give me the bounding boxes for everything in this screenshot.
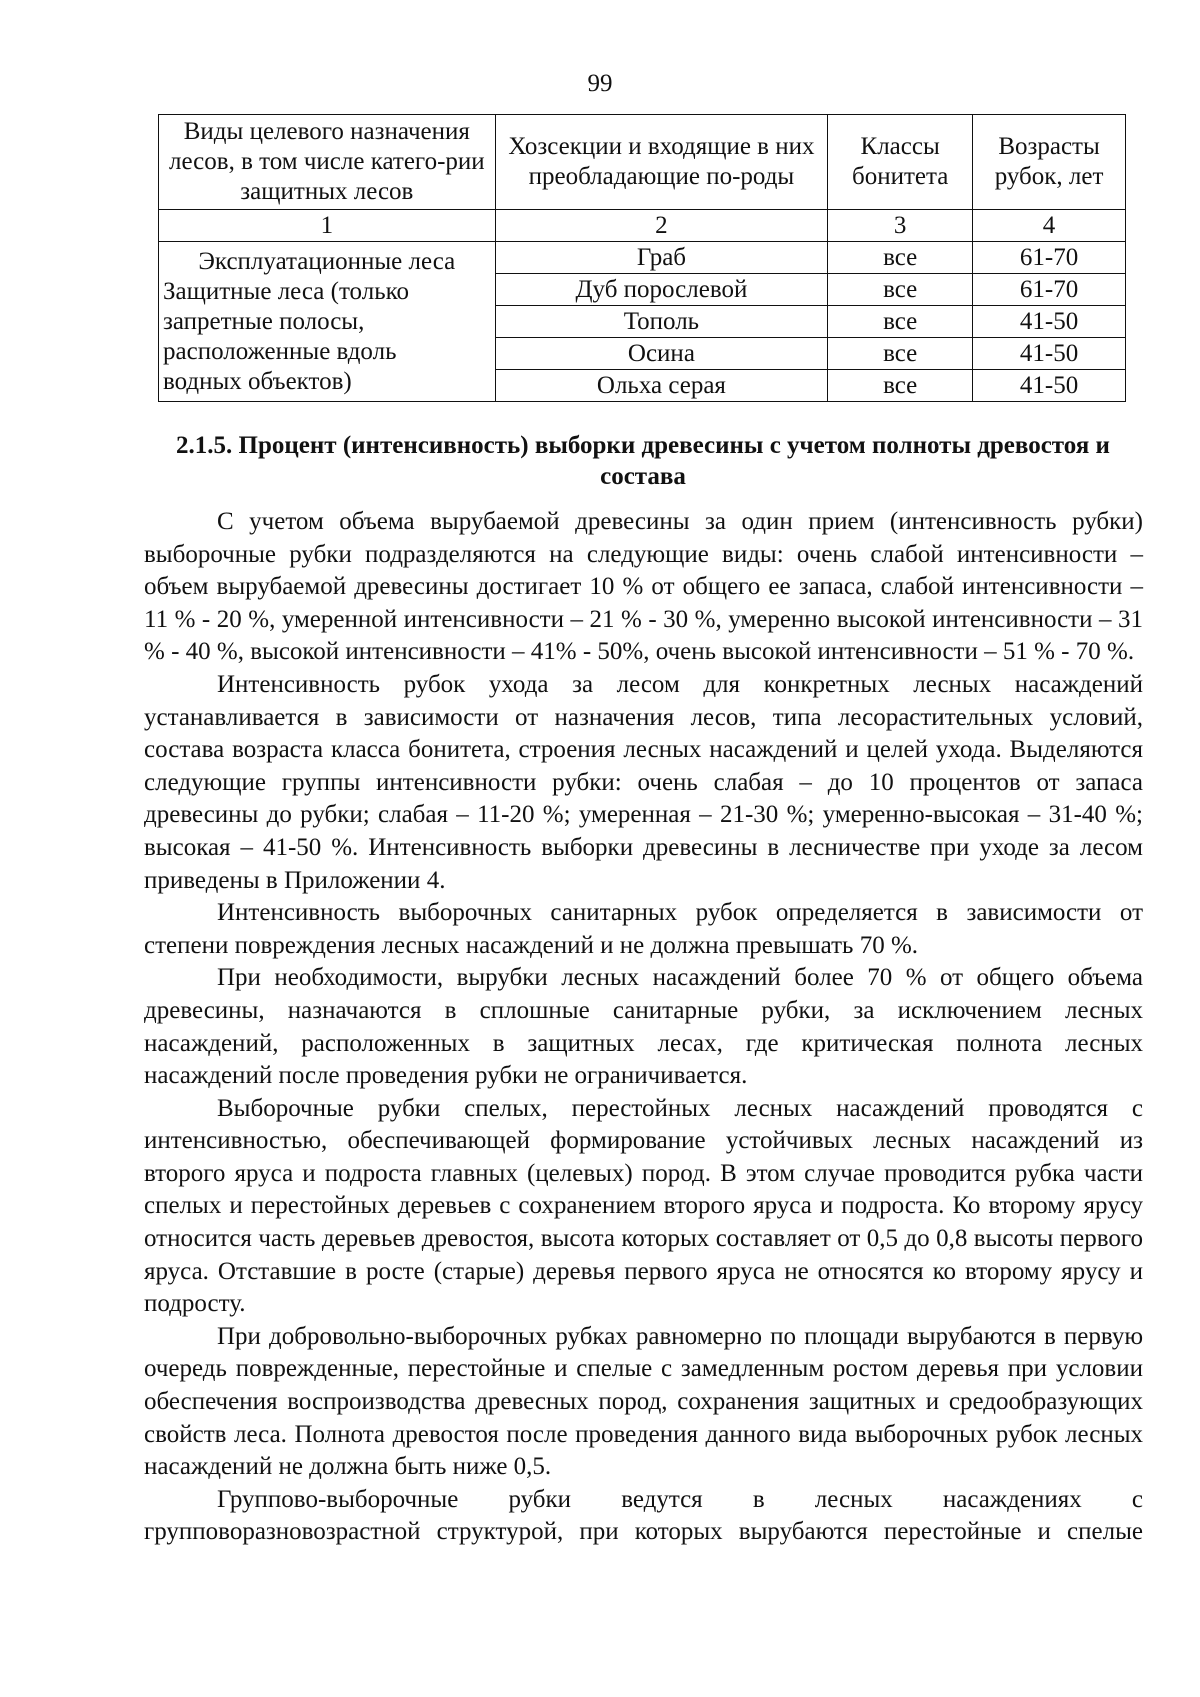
header-species-sections: Хозсекции и входящие в них преобладающие по-роды xyxy=(495,115,828,210)
header-cutting-ages: Возрасты рубок, лет xyxy=(973,115,1126,210)
header-forest-purpose: Виды целевого назначения лесов, в том числе катего-рии защитных лесов xyxy=(159,115,496,210)
age-cell: 61-70 xyxy=(973,242,1126,274)
bonitet-cell: все xyxy=(828,274,973,306)
table-header-row xyxy=(159,115,1126,210)
species-cell: Тополь xyxy=(495,306,828,338)
body-text xyxy=(144,506,1143,1549)
species-cell: Осина xyxy=(495,338,828,370)
column-number: 2 xyxy=(495,210,828,242)
species-cell: Граб xyxy=(495,242,828,274)
category-line: водных объектов) xyxy=(163,367,352,395)
paragraph: При добровольно-выборочных рубках равномерно по площади вырубаются в первую очередь поврежденные, перестойные и спелые с замедленным ростом деревья при условии обеспечения воспроизводства древесных пород, сохранения защитных и средообразующих свойств леса. Полнота древостоя после проведения данного вида выборочных рубок лесных насаждений не должна быть ниже 0,5. xyxy=(144,1322,1143,1481)
column-number: 4 xyxy=(973,210,1126,242)
paragraph: Выборочные рубки спелых, перестойных лесных насаждений проводятся с интенсивностью, обеспечивающей формирование устойчивых лесных насаждений из второго яруса и подроста главных (целевых) пород. В этом случае проводится рубка части спелых и перестойных деревьев с сохранением второго яруса и подроста. Ко второму ярусу относится часть деревьев древостоя, высота которых составляет от 0,5 до 0,8 высоты первого яруса. Отставшие в росте (старые) деревья первого яруса не относятся ко второму ярусу и подросту. xyxy=(144,1094,1143,1318)
bonitet-cell: все xyxy=(828,370,973,402)
column-number: 3 xyxy=(828,210,973,242)
age-cell: 41-50 xyxy=(973,370,1126,402)
category-line: Защитные леса (только xyxy=(163,277,409,305)
column-number-row xyxy=(159,210,1126,242)
paragraph: Интенсивность рубок ухода за лесом для конкретных лесных насаждений устанавливается в зависимости от назначения лесов, типа лесорастительных условий, состава возраста класса бонитета, строения лесных насаждений и целей ухода. Выделяются следующие группы интенсивности рубки: очень слабая – до 10 процентов от запаса древесины до рубки; слабая – 11-20 %; умеренная – 21-30 %; умеренно-высокая – 31-40 %; высокая – 41-50 %. Интенсивность выборки древесины в лесничестве при уходе за лесом приведены в Приложении 4. xyxy=(144,670,1143,894)
bonitet-cell: все xyxy=(828,338,973,370)
page-number: 99 xyxy=(587,70,613,97)
species-cell: Ольха серая xyxy=(495,370,828,402)
age-cell: 41-50 xyxy=(973,338,1126,370)
forest-category-cell xyxy=(159,242,496,402)
column-number: 1 xyxy=(159,210,496,242)
paragraph: С учетом объема вырубаемой древесины за один прием (интенсивность рубки) выборочные рубки подразделяются на следующие виды: очень слабой интенсивности – объем вырубаемой древесины достигает 10 % от общего ее запаса, слабой интенсивности – 11 % - 20 %, умеренной интенсивности – 21 % - 30 %, умеренно высокой интенсивности – 31 % - 40 %, высокой интенсивности – 41% - 50%, очень высокой интенсивности – 51 % - 70 %. xyxy=(144,508,1143,666)
category-line: запретные полосы, xyxy=(163,307,365,335)
category-line: расположенные вдоль xyxy=(163,337,397,365)
section-heading: 2.1.5. Процент (интенсивность) выборки древесины с учетом полноты древостоя и состава xyxy=(176,432,1110,490)
cutting-age-table xyxy=(158,114,1126,402)
age-cell: 61-70 xyxy=(973,274,1126,306)
paragraph: Интенсивность выборочных санитарных рубок определяется в зависимости от степени повреждения лесных насаждений и не должна превышать 70 %. xyxy=(144,899,1143,959)
category-line: Эксплуатационные леса xyxy=(198,247,456,275)
header-bonitet-classes: Классы бонитета xyxy=(828,115,973,210)
table-row xyxy=(159,242,1126,274)
bonitet-cell: все xyxy=(828,242,973,274)
age-cell: 41-50 xyxy=(973,306,1126,338)
paragraph: Группово-выборочные рубки ведутся в лесных насаждениях с групповоразновозрастной структурой, при которых вырубаются перестойные и спелые xyxy=(144,1485,1143,1546)
paragraph: При необходимости, вырубки лесных насаждений более 70 % от общего объема древесины, назначаются в сплошные санитарные рубки, за исключением лесных насаждений, расположенных в защитных лесах, где критическая полнота лесных насаждений после проведения рубки не ограничивается. xyxy=(144,964,1143,1090)
species-cell: Дуб порослевой xyxy=(495,274,828,306)
bonitet-cell: все xyxy=(828,306,973,338)
